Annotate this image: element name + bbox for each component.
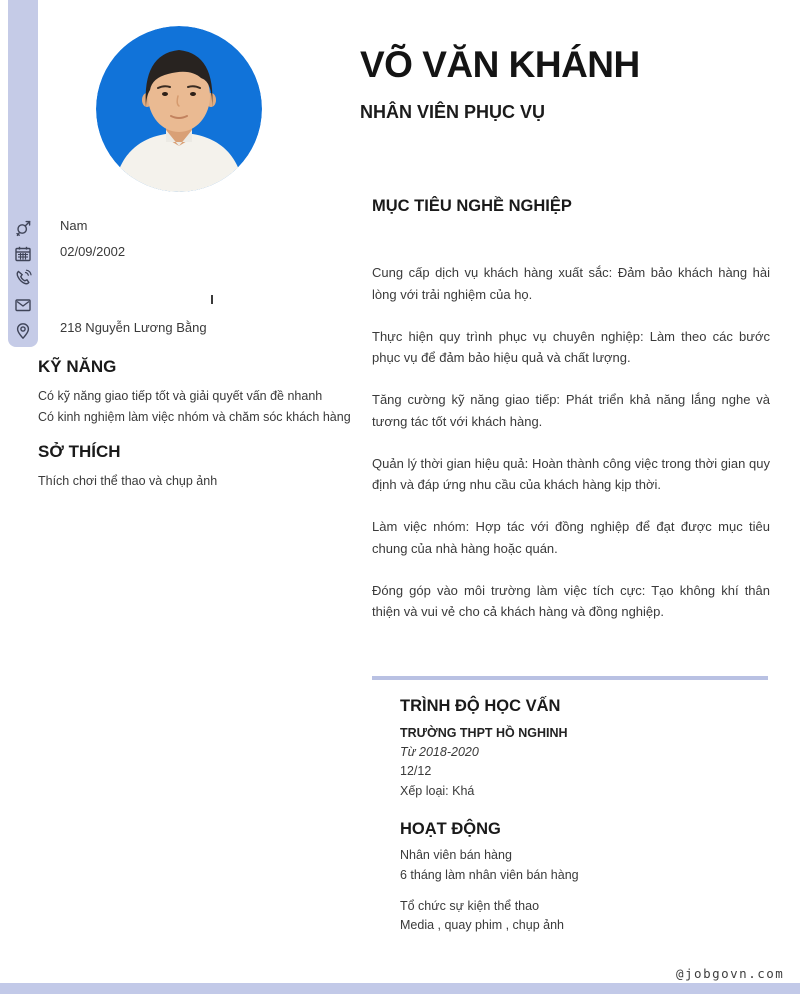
bottom-accent-bar [0, 983, 800, 994]
objective-paragraph: Cung cấp dịch vụ khách hàng xuất sắc: Đảm bảo khách hàng hài lòng với trải nghiệm của họ. [372, 265, 770, 302]
objective-paragraphs [372, 262, 770, 643]
candidate-name: VÕ VĂN KHÁNH [360, 44, 640, 85]
section-divider [372, 676, 768, 680]
address-value: 218 Nguyễn Lương Bằng [60, 320, 207, 335]
location-icon [12, 320, 34, 342]
hobbies-heading: SỞ THÍCH [38, 442, 121, 461]
skills-heading: KỸ NĂNG [38, 357, 117, 376]
activity-title: Tổ chức sự kiện thể thao [400, 899, 540, 913]
education-classification: Xếp loại: Khá [400, 784, 475, 798]
activity-detail: Media , quay phim , chụp ảnh [400, 918, 564, 932]
calendar-icon [12, 243, 34, 265]
objective-paragraph: Thực hiện quy trình phục vụ chuyên nghiệp: Làm theo các bước phục vụ để đảm bảo hiệu quả và chất lượng. [372, 328, 770, 365]
skill-item: Có kỹ năng giao tiếp tốt và giải quyết vấn đề nhanh [38, 389, 323, 403]
gender-icon [12, 217, 34, 239]
education-period: Từ 2018-2020 [400, 745, 479, 759]
objective-paragraph: Đóng góp vào môi trường làm việc tích cực: Tạo không khí thân thiện và vui vẻ cho cả khách hàng và đồng nghiệp. [372, 582, 770, 619]
activities-heading: HOẠT ĐỘNG [400, 820, 501, 838]
activity-title: Nhân viên bán hàng [400, 848, 512, 862]
education-grade: 12/12 [400, 764, 432, 778]
phone-icon [12, 267, 34, 289]
education-school: TRƯỜNG THPT HỒ NGHINH [400, 726, 568, 740]
objective-paragraph: Làm việc nhóm: Hợp tác với đồng nghiệp để đạt được mục tiêu chung của nhà hàng hoặc quán. [372, 519, 770, 556]
objective-paragraph: Quản lý thời gian hiệu quả: Hoàn thành công việc trong thời gian quy định và đáp ứng nhu cầu của khách hàng kịp thời. [372, 455, 770, 492]
activity-detail: 6 tháng làm nhân viên bán hàng [400, 868, 579, 882]
job-title: NHÂN VIÊN PHỤC VỤ [360, 102, 546, 122]
birthday-value: 02/09/2002 [60, 244, 126, 259]
objective-heading: MỤC TIÊU NGHỀ NGHIỆP [372, 197, 572, 215]
skill-item: Có kinh nghiệm làm việc nhóm và chăm sóc khách hàng [38, 410, 351, 424]
gender-value: Nam [60, 218, 88, 233]
objective-paragraph: Tăng cường kỹ năng giao tiếp: Phát triển khả năng lắng nghe và tương tác tốt với khách hàng. [372, 392, 770, 429]
education-heading: TRÌNH ĐỘ HỌC VẤN [400, 697, 561, 715]
mail-icon [12, 294, 34, 316]
profile-photo [96, 26, 262, 192]
redacted-text-mark [211, 295, 213, 304]
hobby-item: Thích chơi thể thao và chụp ảnh [38, 474, 218, 488]
watermark-text: @jobgovn.com [676, 966, 785, 981]
